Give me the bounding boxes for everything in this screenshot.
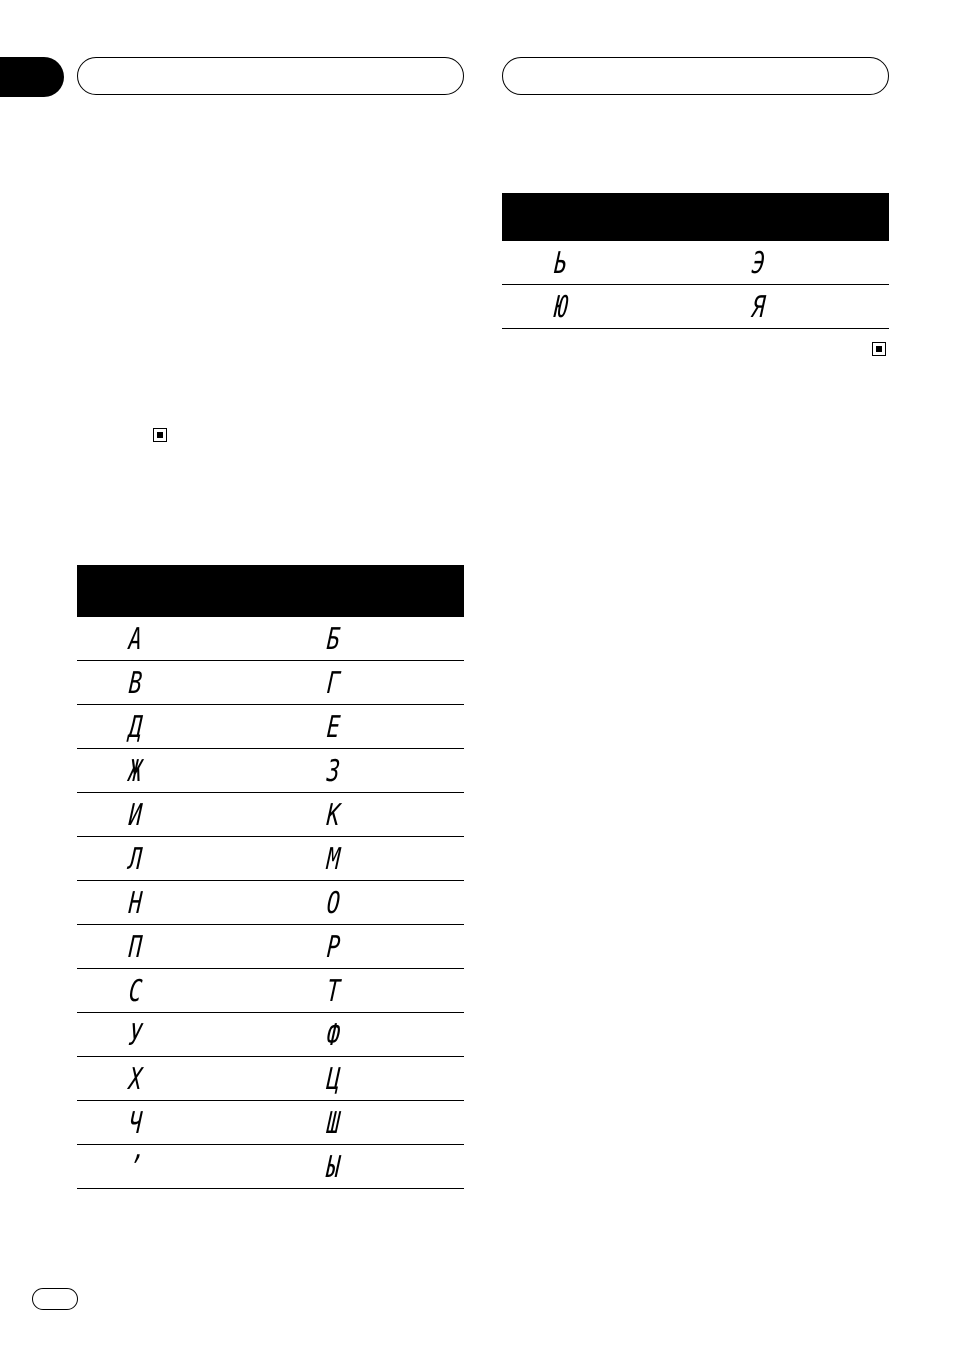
- display-character: Ч: [127, 1105, 144, 1141]
- table-row: [77, 617, 464, 661]
- display-character: Ы: [325, 1149, 342, 1185]
- display-character: Ж: [127, 753, 144, 789]
- header-title-left: [77, 57, 464, 95]
- header-title-right: [502, 57, 889, 95]
- display-character: С: [127, 973, 144, 1009]
- display-character: ’: [127, 1149, 144, 1185]
- display-character: Э: [750, 245, 767, 281]
- display-character: Ц: [325, 1061, 342, 1097]
- display-character: П: [127, 929, 144, 965]
- table-row: [77, 705, 464, 749]
- display-character: Х: [127, 1061, 144, 1097]
- table-row: [502, 241, 889, 285]
- display-character: Г: [325, 665, 342, 701]
- section-tab-marker: [0, 57, 64, 97]
- table-row: [77, 793, 464, 837]
- display-character: З: [325, 753, 342, 789]
- table-row: [77, 1057, 464, 1101]
- display-character: Е: [325, 709, 342, 745]
- end-of-section-icon: [872, 342, 886, 356]
- table-row: [77, 969, 464, 1013]
- display-character: М: [325, 841, 342, 877]
- display-character: Б: [325, 621, 342, 657]
- display-character: Ю: [552, 289, 569, 325]
- display-character: Ш: [325, 1105, 342, 1141]
- end-of-section-icon: [153, 428, 167, 442]
- table-row: [502, 285, 889, 329]
- character-table-left: [77, 565, 464, 1189]
- display-character: В: [127, 665, 144, 701]
- table-row: [77, 1101, 464, 1145]
- display-character: Л: [127, 841, 144, 877]
- display-character: Я: [750, 289, 767, 325]
- table-row: [77, 881, 464, 925]
- character-table-right: [502, 193, 889, 329]
- display-character: К: [325, 797, 342, 833]
- table-header: [502, 193, 889, 241]
- table-row: [77, 1013, 464, 1057]
- table-row: [77, 1145, 464, 1189]
- display-character: Т: [325, 973, 342, 1009]
- table-row: [77, 661, 464, 705]
- display-character: У: [127, 1017, 144, 1053]
- table-header: [77, 565, 464, 617]
- display-character: О: [325, 885, 342, 921]
- table-row: [77, 925, 464, 969]
- table-row: [77, 837, 464, 881]
- display-character: Р: [325, 929, 342, 965]
- display-character: Ф: [325, 1017, 342, 1053]
- display-character: Н: [127, 885, 144, 921]
- page-number-badge: [32, 1288, 78, 1310]
- display-character: И: [127, 797, 144, 833]
- display-character: Д: [127, 709, 144, 745]
- table-row: [77, 749, 464, 793]
- display-character: А: [127, 621, 144, 657]
- display-character: Ь: [552, 245, 569, 281]
